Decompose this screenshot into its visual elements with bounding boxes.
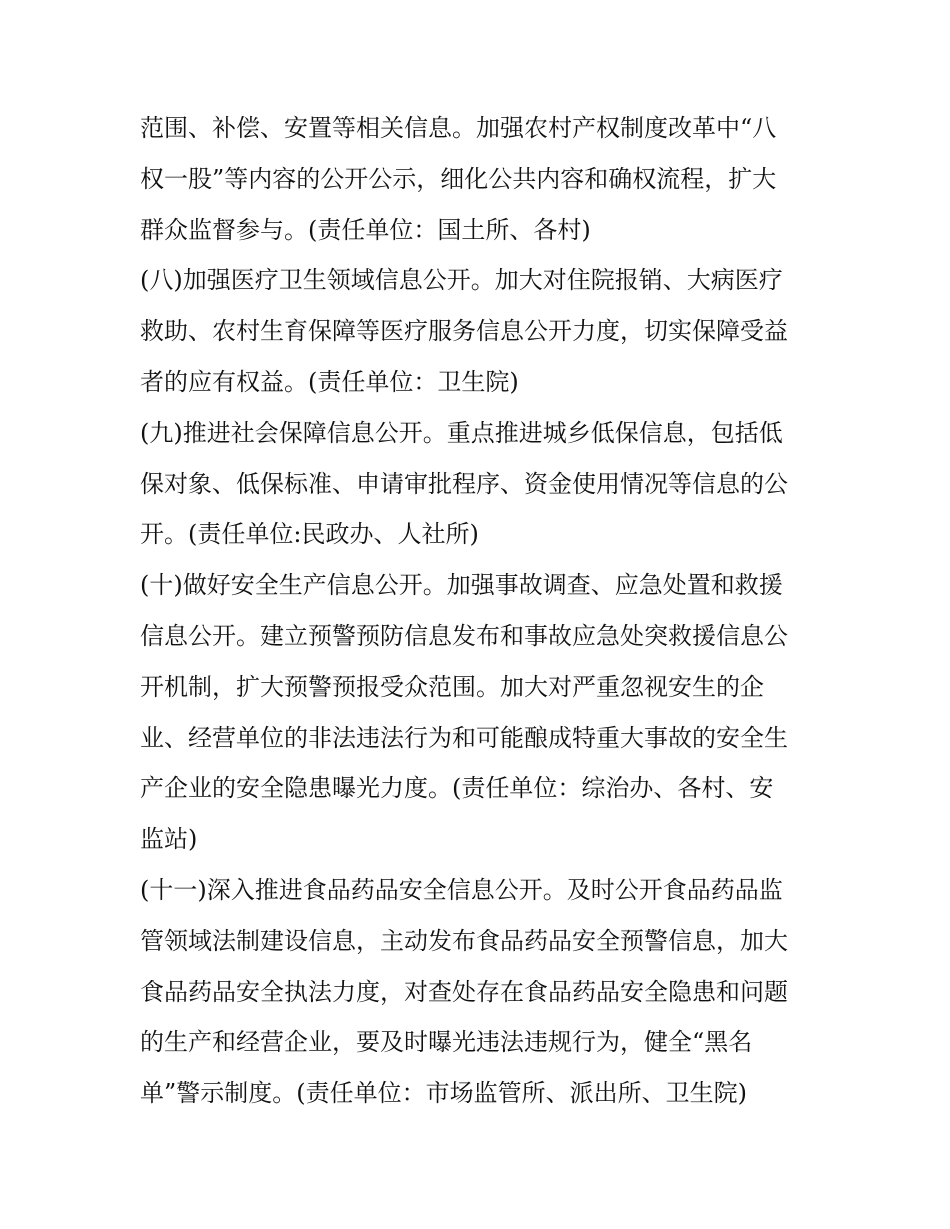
text-line: 救助、农村生育保障等医疗服务信息公开力度，切实保障受益 — [140, 317, 788, 346]
text-line: 单”警示制度。(责任单位：市场监管所、派出所、卫生院) — [140, 1079, 747, 1108]
text-line: 者的应有权益。(责任单位：卫生院) — [140, 367, 519, 396]
text-line: 群众监督参与。(责任单位：国土所、各村) — [140, 215, 591, 244]
text-line: 权一股”等内容的公开公示，细化公共内容和确权流程，扩大 — [140, 164, 777, 193]
text-line: 保对象、低保标准、申请审批程序、资金使用情况等信息的公 — [140, 469, 788, 498]
text-line: 监站) — [140, 825, 198, 854]
text-line: 开。(责任单位:民政办、人社所) — [140, 520, 479, 549]
text-line: 产企业的安全隐患曝光力度。(责任单位：综治办、各村、安 — [140, 774, 774, 803]
text-line: 业、经营单位的非法违法行为和可能酿成特重大事故的安全生 — [140, 723, 788, 752]
text-line: (十一)深入推进食品药品安全信息公开。及时公开食品药品监 — [140, 875, 783, 904]
text-line: 范围、补偿、安置等相关信息。加强农村产权制度改革中“八 — [140, 114, 777, 142]
text-line: (十)做好安全生产信息公开。加强事故调查、应急处置和救援 — [140, 571, 783, 600]
body-text — [140, 103, 830, 1119]
text-line: 管领域法制建设信息，主动发布食品药品安全预警信息，加大 — [140, 926, 788, 955]
text-line: 信息公开。建立预警预防信息发布和事故应急处突救援信息公 — [140, 621, 788, 650]
text-line: 的生产和经营企业，要及时曝光违法违规行为，健全“黑名 — [140, 1028, 753, 1057]
text-line: 开机制，扩大预警预报受众范围。加大对严重忽视安生的企 — [140, 672, 764, 701]
text-line: (九)推进社会保障信息公开。重点推进城乡低保信息，包括低 — [140, 418, 783, 447]
text-line: 食品药品安全执法力度，对查处存在食品药品安全隐患和问题 — [140, 977, 788, 1006]
text-line: (八)加强医疗卫生领域信息公开。加大对住院报销、大病医疗 — [140, 266, 783, 295]
